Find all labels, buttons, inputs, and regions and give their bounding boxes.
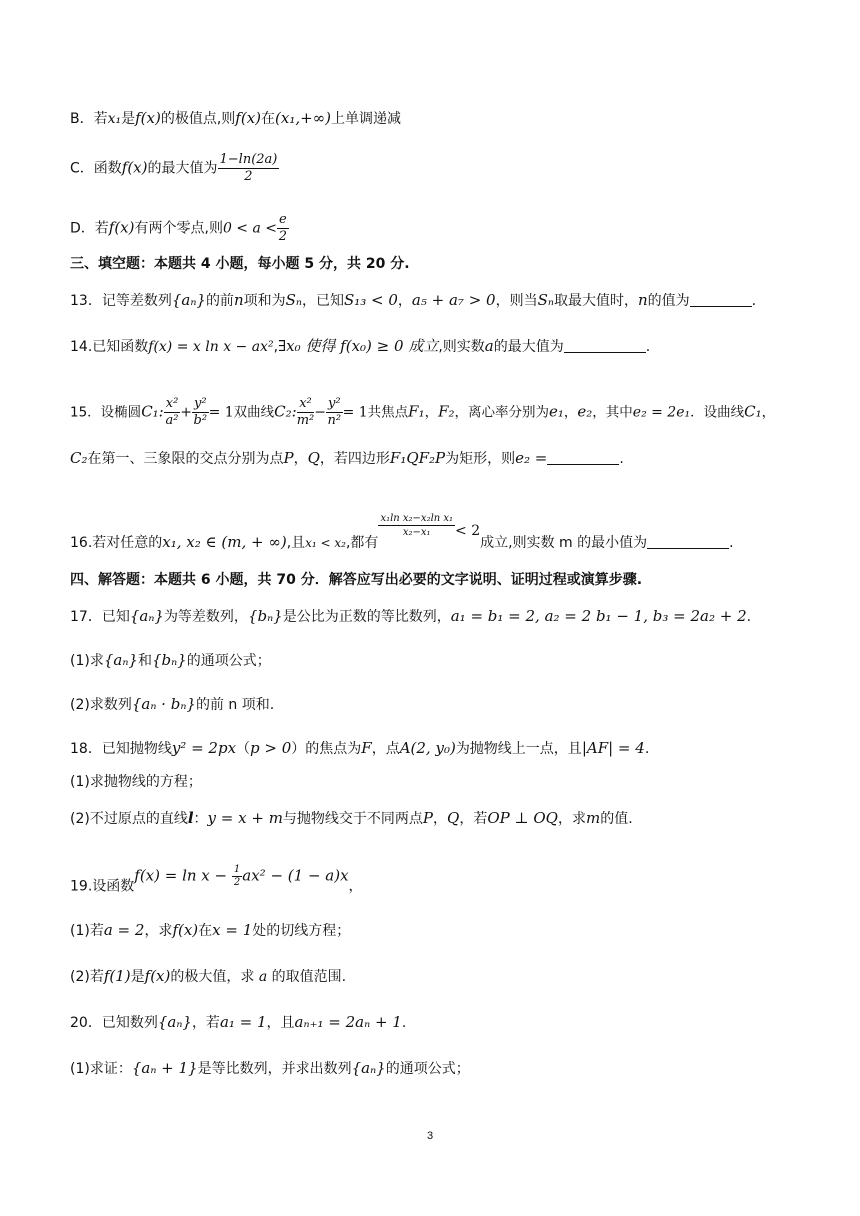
fraction <box>297 396 315 429</box>
math-an: {aₙ} <box>351 1059 386 1077</box>
text: . <box>619 451 624 467</box>
text: 上单调递减 <box>331 111 402 127</box>
math-relation: e₂ = 2e₁ <box>632 404 691 421</box>
text: 14.已知函数 <box>70 339 149 355</box>
question-17-part-1 <box>70 650 820 671</box>
text: 处的切线方程； <box>252 923 351 939</box>
text: 是等比数列，并求出数列 <box>197 1061 352 1077</box>
fraction-numerator: x² <box>297 396 315 413</box>
fraction-numerator: 1−ln(2a) <box>219 152 278 167</box>
text: , <box>273 339 279 355</box>
math-inequality: 0 < a < <box>222 220 278 237</box>
question-17-part-2 <box>70 694 820 715</box>
math-fx: f(x) <box>108 218 135 237</box>
text: 13．记等差数列 <box>70 293 172 309</box>
text: 是 <box>121 111 136 127</box>
math-n: n <box>233 291 244 309</box>
text: 的极大值，求 <box>170 969 259 985</box>
math-c1: C₁ <box>744 402 762 421</box>
text: ，已知 <box>301 293 344 309</box>
text: 与抛物线交于不同两点 <box>282 811 423 827</box>
math-an: {aₙ} <box>171 291 206 309</box>
question-19-part-1 <box>70 920 820 941</box>
math-fx: f(x) <box>235 109 262 127</box>
text: ，求 <box>144 923 173 939</box>
math-an: {aₙ} <box>103 651 138 669</box>
question-13 <box>70 290 820 311</box>
text: ， <box>424 404 439 421</box>
math-an: {aₙ} <box>129 607 164 625</box>
question-20-part-1 <box>70 1058 820 1079</box>
text: ．设曲线 <box>690 404 745 421</box>
math-bn: {bₙ} <box>151 651 187 669</box>
math-fx: f(x) <box>135 109 161 127</box>
text: (1)求 <box>70 653 104 669</box>
text: (1)若 <box>70 923 104 939</box>
answer-blank <box>690 292 752 307</box>
text: . <box>729 535 734 551</box>
question-14 <box>70 336 820 357</box>
text: ， <box>563 404 578 421</box>
text: ，求 <box>557 811 586 827</box>
math-m: m <box>585 809 601 827</box>
math-equals: = 1 <box>342 404 368 421</box>
math-sn: Sₙ <box>537 291 554 309</box>
text: 的值为 <box>647 293 690 309</box>
fraction-denominator: a² <box>165 413 179 428</box>
math-fx: f(x) <box>172 921 199 939</box>
question-19 <box>70 864 820 897</box>
text: ： <box>193 811 208 827</box>
option-d-label: D．若 <box>70 220 109 237</box>
question-17 <box>70 606 820 627</box>
text: . <box>751 293 757 309</box>
math-f1: f(1) <box>103 967 131 985</box>
text: 16.若对任意的 <box>70 535 163 551</box>
text: 成立,则实数 m 的最小值为 <box>480 535 648 551</box>
math-condition: x₁, x₂ ∈ (m, + ∞) <box>162 533 287 551</box>
math-fx: f(x) <box>144 967 171 985</box>
fraction <box>326 396 343 429</box>
text: 共焦点 <box>367 404 409 421</box>
text: 为抛物线上一点，且 <box>455 741 582 757</box>
text: (1)求证： <box>70 1061 132 1077</box>
question-15-line-1: 15．设椭圆C₁: $\frac{\text{x²}}{\text{a²}}$ + $\frac{\text{y²}}{\text{b²}}$ = 1双曲线C₂: $\frac{\text{x²}}{\text{m²}}$ − $\frac{\text{y²}}{\text{n²}}$ = 1共焦点F₁，F₂，离心率分别为e₁，e₂，其中e₂ = 2e₁．设曲线C₁， <box>70 396 776 428</box>
fraction-numerator: e <box>279 212 287 227</box>
text: 在 <box>261 111 276 127</box>
math-e2: e₂ <box>577 402 593 421</box>
text: 20．已知数列 <box>70 1015 158 1031</box>
answer-blank <box>564 338 646 353</box>
text: . <box>645 339 651 355</box>
math-line: y = x + m <box>207 809 283 827</box>
option-b-label: B．若 <box>70 111 108 127</box>
question-19-part-2 <box>70 966 820 987</box>
text: 为等差数列， <box>163 609 248 625</box>
fraction-numerator: y² <box>194 396 207 411</box>
math-bn: {bₙ} <box>247 607 283 625</box>
fraction-numerator: x₁ln x₂−x₂ln x₁ <box>380 513 454 524</box>
text: (2)不过原点的直线 <box>70 811 188 827</box>
text: 是公比为正数的等比数列， <box>282 609 451 625</box>
text: 在 <box>198 923 213 939</box>
text: 在第一、三象限的交点分别为点 <box>87 451 284 467</box>
math-p: P <box>283 449 294 467</box>
math-interval: (x₁,+∞) <box>275 109 332 127</box>
text: 的前 n 项和. <box>195 697 275 713</box>
math-point-a: A(2, y₀) <box>399 739 456 757</box>
math-n: n <box>637 291 648 309</box>
text: 的前 <box>205 293 234 309</box>
text: . <box>401 1015 407 1031</box>
fraction-denominator: n² <box>327 413 342 428</box>
math-inequality: x₁ < x₂ <box>305 536 346 550</box>
fraction-denominator: 2 <box>278 229 288 244</box>
page-number: 3 <box>426 1130 434 1142</box>
fraction-numerator: y² <box>328 396 341 411</box>
math-f: F <box>361 739 372 757</box>
text: (2)若 <box>70 969 104 985</box>
math-an: {aₙ} <box>157 1013 192 1031</box>
math-function: f(x) = x ln x − ax² <box>148 339 274 355</box>
text: ，其中 <box>592 404 633 421</box>
text: ，点 <box>371 741 400 757</box>
text: 的最大值为 <box>147 160 218 177</box>
text: 15．设椭圆 <box>70 404 142 421</box>
fraction <box>378 512 455 539</box>
text: 是 <box>130 969 145 985</box>
math-c2: C₂: <box>274 402 297 421</box>
math-q: Q <box>447 809 460 827</box>
text: ）的焦点为 <box>291 741 362 757</box>
question-16 <box>70 512 820 553</box>
math-sequence: {aₙ + 1} <box>131 1059 198 1077</box>
question-18 <box>70 738 820 759</box>
text: ,都有 <box>345 535 379 551</box>
math-function: ax² − (1 − a)x <box>242 866 349 885</box>
math-quadrilateral: F₁QF₂P <box>389 449 446 467</box>
text: ，若 <box>191 1015 220 1031</box>
option-d <box>70 212 820 245</box>
math-condition: a = 2 <box>103 921 145 939</box>
question-15-line-2 <box>70 448 820 469</box>
option-b <box>70 108 820 129</box>
text: ，且 <box>266 1015 295 1031</box>
math-condition: x = 1 <box>212 921 253 939</box>
option-c <box>70 152 820 185</box>
fraction-denominator: b² <box>193 413 208 428</box>
answer-blank <box>647 534 729 549</box>
text: ，离心率分别为 <box>454 404 549 421</box>
math-p: P <box>422 809 434 827</box>
math-condition: p > 0 <box>250 739 292 757</box>
fraction-denominator: 2 <box>233 877 241 888</box>
math-e2: e₂ = <box>515 449 548 467</box>
text: ，若四边形 <box>319 451 390 467</box>
text: ，则当 <box>495 293 538 309</box>
question-18-part-2 <box>70 808 820 829</box>
math-f1: F₁ <box>408 402 425 421</box>
fraction <box>277 212 289 245</box>
fraction <box>232 864 242 889</box>
text: 取最大值时， <box>553 293 638 309</box>
text: 的值. <box>600 811 633 827</box>
math-sequence: {aₙ · bₙ} <box>131 695 196 713</box>
math-condition: a₁ = 1 <box>219 1013 267 1031</box>
math-condition: a₅ + a₇ > 0 <box>411 291 496 309</box>
math-less-than: < 2 <box>455 523 481 539</box>
math-distance: |AF| = 4 <box>581 739 645 757</box>
text: ,且 <box>286 535 306 551</box>
math-x1: x₁ <box>107 111 122 127</box>
text: ， <box>433 811 448 827</box>
answer-blank <box>547 450 619 465</box>
math-sn: Sₙ <box>285 291 302 309</box>
math-condition: S₁₃ < 0 <box>343 291 398 309</box>
math-function: f(x) = ln x − <box>134 866 232 885</box>
fraction <box>164 396 181 429</box>
text: 19.设函数 <box>70 878 135 895</box>
section-title-3: 三、填空题：本题共 4 小题，每小题 5 分，共 20 分. <box>70 256 410 272</box>
text: （ <box>236 741 251 757</box>
text: . <box>644 741 650 757</box>
math-a: a <box>258 969 268 985</box>
question-20 <box>70 1012 820 1033</box>
math-q: Q <box>307 449 320 467</box>
fraction <box>218 152 280 185</box>
text: ， <box>397 293 412 309</box>
text: 和 <box>137 653 152 669</box>
text: . <box>746 609 752 625</box>
math-e1: e₁ <box>549 402 564 421</box>
math-parabola: y² = 2px <box>171 739 237 757</box>
math-existence: ∃x₀ 使得 f(x₀) ≥ 0 成立 <box>278 337 439 355</box>
math-perpendicular: OP ⊥ OQ <box>487 809 558 827</box>
fraction <box>192 396 209 429</box>
math-condition: a₁ = b₁ = 2, a₂ = 2 b₁ − 1, b₃ = 2a₂ + 2 <box>450 607 747 625</box>
math-f2: F₂ <box>438 402 455 421</box>
text: 项和为 <box>243 293 286 309</box>
text: ，若 <box>459 811 488 827</box>
math-c1: C₁: <box>141 402 164 421</box>
fraction-denominator: m² <box>296 413 315 428</box>
text: 的通项公式； <box>385 1061 470 1077</box>
text: ,则实数 <box>438 339 485 355</box>
text: ， <box>293 451 308 467</box>
text: 的取值范围. <box>267 969 347 985</box>
text: (2)求数列 <box>70 697 132 713</box>
math-l: l <box>187 809 194 827</box>
text: ， <box>348 878 363 895</box>
section-title-4: 四、解答题：本题共 6 小题，共 70 分．解答应写出必要的文字说明、证明过程或演算步骤. <box>70 572 643 588</box>
text: 双曲线 <box>233 404 275 421</box>
math-fx: f(x) <box>121 158 148 177</box>
text: 为矩形，则 <box>445 451 516 467</box>
text: 有两个零点,则 <box>134 220 223 237</box>
math-equals: = 1 <box>208 404 234 421</box>
fraction-denominator: 2 <box>244 169 253 184</box>
math-recurrence: aₙ₊₁ = 2aₙ + 1 <box>294 1013 402 1031</box>
text: 18．已知抛物线 <box>70 741 172 757</box>
math-a: a <box>484 337 494 355</box>
text: 的通项公式； <box>186 653 271 669</box>
math-c2: C₂ <box>70 449 88 467</box>
fraction-numerator: 1 <box>233 864 241 875</box>
text: 的最大值为 <box>493 339 564 355</box>
fraction-numerator: x² <box>165 396 179 411</box>
fraction-denominator: x₂−x₁ <box>402 527 431 538</box>
text: 17．已知 <box>70 609 130 625</box>
question-18-part-1: (1)求抛物线的方程； <box>70 774 202 790</box>
option-c-label: C．函数 <box>70 160 122 177</box>
text: 的极值点,则 <box>160 111 236 127</box>
text: ， <box>761 404 776 421</box>
